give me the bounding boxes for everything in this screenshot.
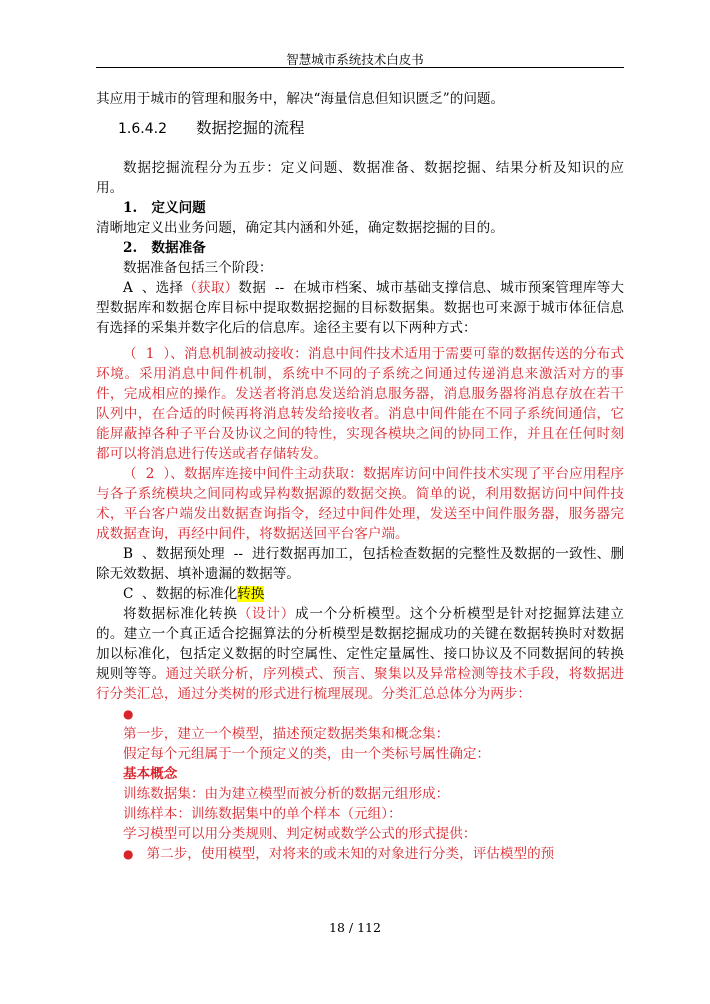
learning-model-line: 学习模型可以用分类规则、判定树或数学公式的形式提供： [123, 826, 477, 842]
basic-concepts-heading: 基本概念 [123, 766, 178, 782]
heading-define-problem: 1. 定义问题 [123, 200, 206, 216]
model-red-2: 通过关联分析，序列模式、预言、聚集以及异常检测等技术手段，将数据进行分类汇总，通过分类树的形式进行梳理展现。分类汇总总体分为两步： [96, 666, 624, 702]
training-set-line: 训练数据集：由为建立模型而被分析的数据元组形成： [123, 786, 450, 802]
stage-a-paragraph [96, 278, 624, 338]
stage-c-heading [96, 584, 624, 604]
section-heading [118, 117, 624, 140]
stage-a-red: （获取） [183, 280, 239, 296]
method-1-paragraph: （ 1 ）、消息机制被动接收：消息中间件技术适用于需要可靠的数据传送的分布式环境。采用消息中间件机制，系统中不同的子系统之间通过传递消息来激活对方的事件，完成相应的操作。发送者将消息发送给消息服务器，消息服务器将消息存放在若干队列中，在合适的时候再将消息转发给接收者。消息中间件能在不同子系统间通信，它能屏蔽掉各种子平台及协议之间的特性，实现各模块之间的协同工作，并且在任何时刻都可以将消息进行传送或者存储转发。 [96, 346, 624, 462]
bullet-icon: ● [123, 847, 134, 861]
section-title: 数据挖掘的流程 [196, 119, 305, 137]
stage-a-label: A 、选择 [123, 280, 184, 296]
highlighted-word: 转换 [237, 586, 265, 602]
step-two-text: 第二步，使用模型，对将来的或未知的对象进行分类，评估模型的预 [146, 846, 555, 862]
heading-data-prep: 2. 数据准备 [123, 240, 206, 256]
section-number: 1.6.4.2 [118, 121, 167, 137]
step-one-assumption: 假定每个元组属于一个预定义的类，由一个类标号属性确定： [123, 746, 491, 762]
training-sample-line: 训练样本：训练数据集中的单个样本（元组）： [123, 806, 402, 822]
define-problem-paragraph: 清晰地定义出业务问题，确定其内涵和外延，确定数据挖掘的目的。 [96, 220, 504, 236]
stage-a-text: 数据 -- 在城市档案、城市基础支撑信息、城市预案管理库等大型数据库和数据仓库目标中提取数据挖掘的目标数据集。数据也可来源于城市体征信息有选择的采集并数字化后的信息库。途径主要有以下两种方式： [96, 280, 625, 336]
bullet-icon: ● [123, 707, 134, 721]
intro-paragraph: 其应用于城市的管理和服务中，解决“海量信息但知识匮乏”的问题。 [96, 91, 505, 107]
model-text-2: 成一个分析模型。这个分析模型是针对挖掘算法建立的。建立一个真正适合挖掘算法的分析模型是数据挖掘成功的关键在数据转换时对数据加以标准化，包括定义数据的时空属性、定性定量属性、接口协议及不同数据间的转换规则等等。 [96, 606, 625, 682]
steps-paragraph: 数据挖掘流程分为五步：定义问题、数据准备、数据挖掘、结果分析及知识的应用。 [96, 160, 624, 196]
step-two-line [96, 844, 624, 864]
step-one-line: 第一步，建立一个模型，描述预定数据类集和概念集： [123, 726, 450, 742]
stage-b-paragraph: B 、数据预处理 -- 进行数据再加工，包括检查数据的完整性及数据的一致性、删除无效数据、填补遗漏的数据等。 [96, 546, 624, 582]
method-2-paragraph: （ 2 ）、数据库连接中间件主动获取：数据库访问中间件技术实现了平台应用程序与各子系统模块之间同构或异构数据源的数据交换。简单的说，利用数据访问中间件技术，平台客户端发出数据查询指令，经过中间件处理，发送至中间件服务器，服务器完成数据查询，再经中间件，将数据送回平台客户端。 [96, 466, 624, 542]
model-paragraph [96, 604, 624, 704]
page-header: 智慧城市系统技术白皮书 [286, 52, 424, 67]
page-number: 18 / 112 [329, 920, 381, 935]
page-body [96, 89, 624, 864]
three-stages-paragraph: 数据准备包括三个阶段： [123, 260, 273, 276]
stage-c-label: C 、数据的标准化 [123, 586, 238, 602]
model-text-1: 将数据标准化转换 [123, 606, 238, 622]
model-red-1: （设计） [237, 606, 296, 622]
header-rule [96, 67, 624, 68]
